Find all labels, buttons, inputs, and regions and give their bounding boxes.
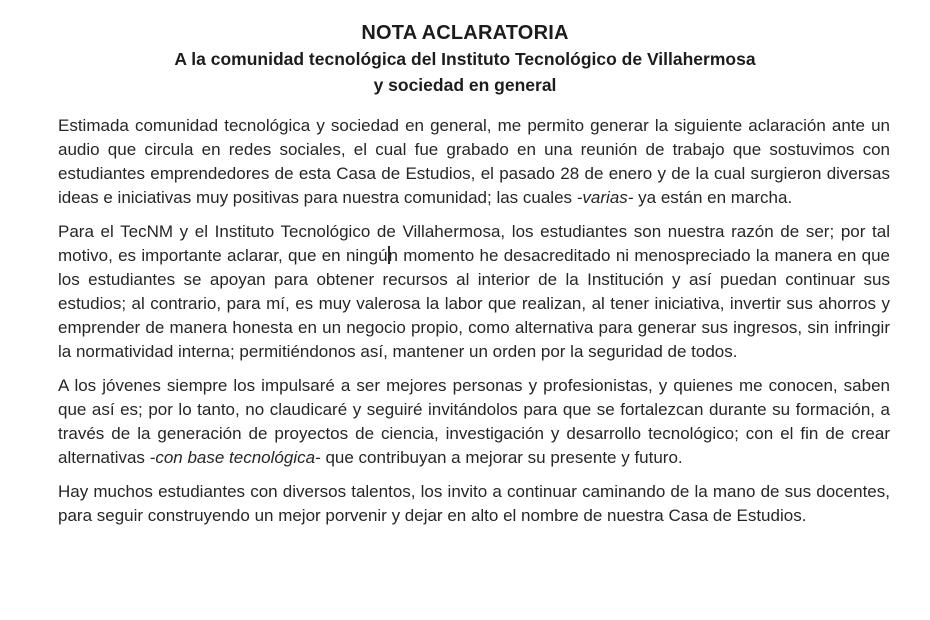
- document-subtitle-line1: A la comunidad tecnológica del Instituto Tecnológico de Villahermosa: [174, 49, 756, 69]
- text-segment: ya están en marcha.: [633, 188, 793, 207]
- text-segment: Estimada comunidad tecnológica y sociedad en general, me permito generar la siguiente aclaración ante un audio que circula en redes sociales, el cual fue grabado en una reunión de trabajo que sostuvimos con estudiantes emprendedores de esta Casa de Estudios, el pasado 28 de enero y de la cual surgieron diversas ideas e iniciativas muy positivas para nuestra comunidad; las cuales: [58, 116, 890, 207]
- paragraph: [58, 220, 890, 364]
- text-segment: Hay muchos estudiantes con diversos talentos, los invito a continuar caminando de la mano de sus docentes, para seguir construyendo un mejor porvenir y dejar en alto el nombre de nuestra Casa de Estudios.: [58, 482, 890, 525]
- document-header: [0, 20, 930, 98]
- italic-text-segment: -con base tecnológica-: [149, 448, 321, 467]
- text-segment: A los jóvenes siempre los impulsaré a ser mejores personas y profesionistas, y quienes me conocen, saben que así es; por lo tanto, no claudicaré y seguiré invitándolos para que se fortalezcan durante su formación, a través de la generación de proyectos de ciencia, investigación y desarrollo tecnológico; con el fin de crear alternativas: [58, 376, 890, 467]
- italic-text-segment: -varias-: [576, 188, 634, 207]
- paragraph: [58, 114, 890, 210]
- document-title: NOTA ACLARATORIA: [361, 22, 569, 44]
- document-paragraphs: [58, 114, 890, 528]
- paragraph: [58, 480, 890, 528]
- paragraph: [58, 374, 890, 470]
- text-segment: n momento he desacreditado ni menospreciado la manera en que los estudiantes se apoyan para obtener recursos al interior de la Institución y así puedan continuar sus estudios; al contrario, para mí, es muy valerosa la labor que realizan, al tener iniciativa, invertir sus ahorros y emprender de manera honesta en un negocio propio, como alternativa para generar sus ingresos, sin infringir la normatividad interna; permitiéndonos así, mantener un orden por la seguridad de todos.: [58, 246, 890, 361]
- document-subtitle-line2: y sociedad en general: [373, 75, 557, 95]
- text-segment: Para el TecNM y el Instituto Tecnológico de Villahermosa, los estudiantes son nuestra razón de ser; por tal motivo, es importante aclarar, que en ningú: [58, 222, 890, 265]
- text-segment: que contribuyan a mejorar su presente y futuro.: [320, 448, 683, 467]
